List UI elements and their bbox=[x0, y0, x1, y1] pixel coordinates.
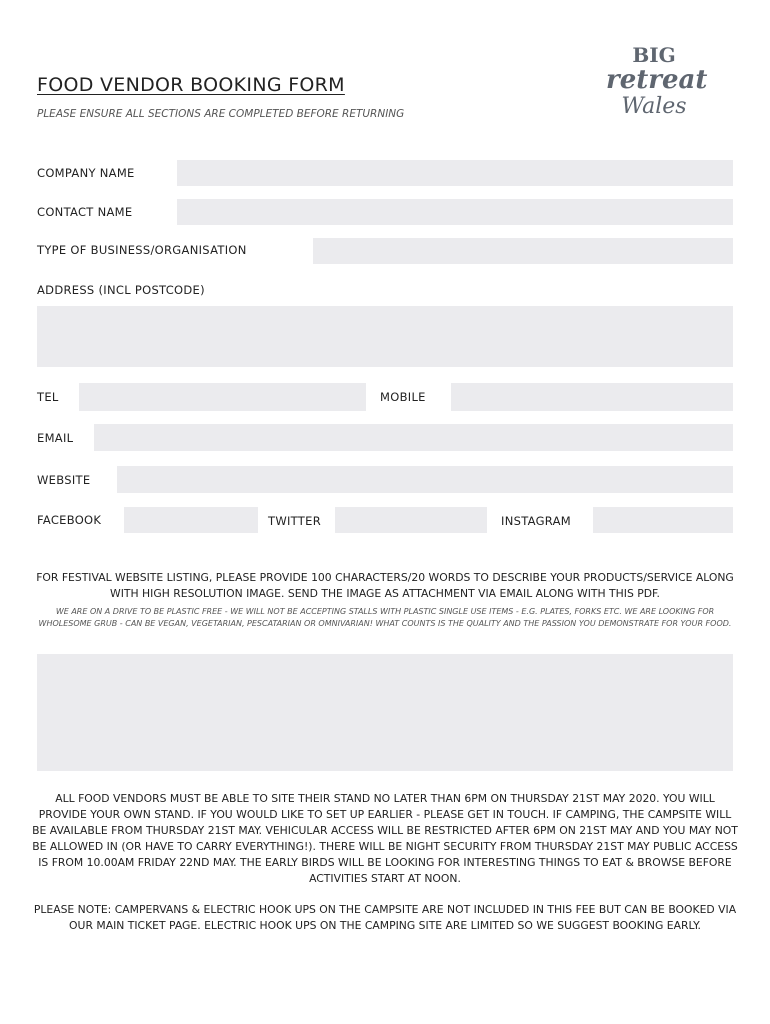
contact-name-field[interactable] bbox=[177, 199, 733, 225]
form-subtitle: PLEASE ENSURE ALL SECTIONS ARE COMPLETED BEFORE RETURNING bbox=[37, 108, 405, 120]
campervan-note: PLEASE NOTE: CAMPERVANS & ELECTRIC HOOK UPS ON THE CAMPSITE ARE NOT INCLUDED IN THIS FEE BUT CAN BE BOOKED VIA OUR MAIN TICKET PAGE. ELECTRIC HOOK UPS ON THE CAMPING SITE ARE LIMITED SO WE SUGGEST BOOKING EARLY. bbox=[33, 903, 737, 932]
company-name-field[interactable] bbox=[177, 160, 733, 186]
website-field[interactable] bbox=[117, 466, 733, 493]
contact-name-label: CONTACT NAME bbox=[37, 205, 133, 219]
business-type-field[interactable] bbox=[313, 238, 733, 264]
address-label: ADDRESS (INCL POSTCODE) bbox=[37, 283, 205, 297]
facebook-field[interactable] bbox=[124, 507, 258, 533]
twitter-field[interactable] bbox=[335, 507, 487, 533]
website-label: WEBSITE bbox=[37, 473, 91, 487]
mobile-field[interactable] bbox=[451, 383, 733, 411]
business-type-label: TYPE OF BUSINESS/ORGANISATION bbox=[37, 243, 247, 257]
instagram-label: INSTAGRAM bbox=[501, 514, 572, 528]
listing-instructions: FOR FESTIVAL WEBSITE LISTING, PLEASE PROVIDE 100 CHARACTERS/20 WORDS TO DESCRIBE YOUR PRODUCTS/SERVICE ALONG WITH HIGH RESOLUTION IMAGE. SEND THE IMAGE AS ATTACHMENT VIA EMAIL ALONG WITH THIS PDF. bbox=[36, 571, 734, 600]
mobile-label: MOBILE bbox=[380, 390, 426, 404]
tel-label: TEL bbox=[37, 390, 59, 404]
facebook-label: FACEBOOK bbox=[37, 513, 102, 527]
email-field[interactable] bbox=[94, 424, 733, 451]
email-label: EMAIL bbox=[37, 431, 74, 445]
address-field[interactable] bbox=[37, 306, 733, 367]
twitter-label: TWITTER bbox=[268, 514, 321, 528]
tel-field[interactable] bbox=[79, 383, 366, 411]
plastic-free-note: WE ARE ON A DRIVE TO BE PLASTIC FREE - WE WILL NOT BE ACCEPTING STALLS WITH PLASTIC SINGLE USE ITEMS - E.G. PLATES, FORKS ETC. WE ARE LOOKING FOR WHOLESOME GRUB - CAN BE VEGAN, VEGETARIAN, PESCATARIAN OR OMNIVARIAN! WHAT COUNTS IS THE QUALITY AND THE PASSION YOU DEMONSTRATE FOR YOUR FOOD. bbox=[38, 607, 732, 628]
instagram-field[interactable] bbox=[593, 507, 733, 533]
setup-terms: ALL FOOD VENDORS MUST BE ABLE TO SITE THEIR STAND NO LATER THAN 6PM ON THURSDAY 21ST MAY 2020. YOU WILL PROVIDE YOUR OWN STAND. IF YOU WOULD LIKE TO SET UP EARLIER - PLEASE GET IN TOUCH. IF CAMPING, THE CAMPSITE WILL BE AVAILABLE FROM THURSDAY 21ST MAY. VEHICULAR ACCESS WILL BE RESTRICTED AFTER 6PM ON 21ST MAY AND YOU MAY NOT BE ALLOWED IN (OR HAVE TO CARRY EVERYTHING!). THERE WILL BE NIGHT SECURITY FROM THURSDAY 21ST MAY PUBLIC ACCESS IS FROM 10.00AM FRIDAY 22ND MAY. THE EARLY BIRDS WILL BE LOOKING FOR INTERESTING THINGS TO EAT & BROWSE BEFORE ACTIVITIES START AT NOON. bbox=[32, 792, 738, 885]
big-retreat-wales-logo: BIG retreat Wales bbox=[606, 43, 708, 119]
form-title: FOOD VENDOR BOOKING FORM bbox=[37, 74, 345, 96]
company-name-label: COMPANY NAME bbox=[37, 166, 135, 180]
description-field[interactable] bbox=[37, 654, 733, 771]
